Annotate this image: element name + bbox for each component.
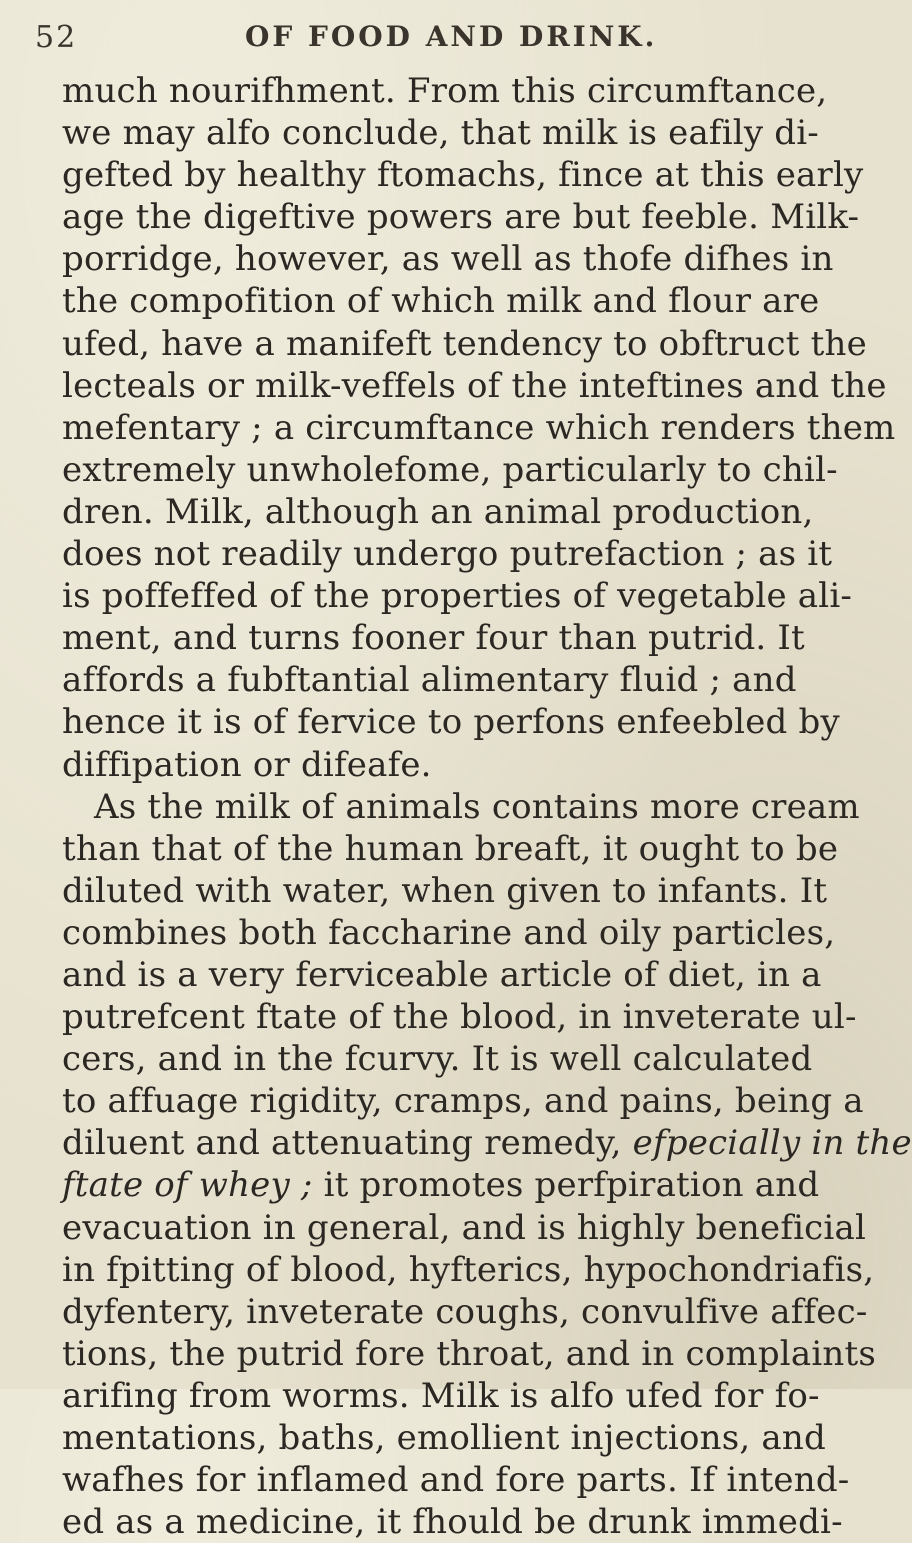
text-line: ment, and turns fooner four than putrid. It [62, 618, 805, 659]
text-line: dyfentery, inveterate coughs, convulfive affec- [62, 1291, 868, 1332]
text-line-mixed [62, 1122, 912, 1164]
text-line: porridge, however, as well as thofe difhes in [62, 239, 834, 280]
text-line: we may alfo conclude, that milk is eafily di- [62, 113, 819, 154]
running-title: OF FOOD AND DRINK. [245, 20, 658, 53]
text-segment: diluent and attenuating remedy, [62, 1123, 633, 1164]
text-line: ed as a medicine, it fhould be drunk immedi- [62, 1502, 843, 1543]
text-segment: it promotes perfpiration and [312, 1165, 820, 1206]
text-line: mentations, baths, emollient injections, and [62, 1418, 826, 1458]
text-line: does not readily undergo putrefaction ; as it [62, 534, 833, 575]
text-line: hence it is of fervice to perfons enfeebled by [62, 702, 840, 743]
text-line: putrefcent ftate of the blood, in inveterate ul- [62, 997, 857, 1038]
text-line: to affuage rigidity, cramps, and pains, being a [62, 1081, 864, 1122]
text-line: diluted with water, when given to infants. It [62, 870, 828, 911]
text-line: and is a very ferviceable article of diet, in a [62, 954, 822, 995]
text-line: arifing from worms. Milk is alfo ufed for fo- [62, 1375, 820, 1416]
text-line: the compofition of which milk and flour are [62, 281, 820, 322]
text-line: cers, and in the fcurvy. It is well calculated [62, 1039, 813, 1080]
text-line: lecteals or milk-veffels of the inteftines and the [62, 365, 887, 406]
text-line: in fpitting of blood, hyfterics, hypochondriafis, [62, 1249, 875, 1290]
text-line: evacuation in general, and is highly beneficial [62, 1207, 867, 1248]
text-line: age the digeftive powers are but feeble. Milk- [62, 197, 860, 238]
text-line: extremely unwholefome, particularly to chil- [62, 449, 838, 490]
italic-segment: efpecially in the [632, 1123, 912, 1164]
text-line: gefted by healthy ftomachs, fince at this early [62, 155, 864, 196]
text-line: ufed, have a manifeft tendency to obftruct the [62, 323, 867, 364]
body-text [62, 70, 912, 1543]
text-line: diffipation or difeafe. [62, 744, 432, 785]
paragraph-start-line: As the milk of animals contains more cream [94, 786, 860, 827]
text-line: than that of the human breaft, it ought to be [62, 828, 839, 869]
running-head [30, 20, 770, 64]
text-line: combines both faccharine and oily particles, [62, 912, 836, 953]
text-line-mixed [62, 1164, 820, 1206]
text-line: much nourifhment. From this circumftance, [62, 71, 828, 111]
text-line: affords a fubftantial alimentary fluid ; and [62, 660, 797, 701]
text-line: tions, the putrid fore throat, and in complaints [62, 1333, 877, 1374]
text-line: mefentary ; a circumftance which renders them [62, 407, 896, 448]
text-line: is poffeffed of the properties of vegetable ali- [62, 576, 853, 617]
page-number: 52 [35, 20, 78, 55]
italic-segment: ftate of whey ; [62, 1165, 313, 1206]
text-line: dren. Milk, although an animal production, [62, 491, 814, 532]
text-line: wafhes for inflamed and fore parts. If intend- [62, 1460, 850, 1501]
